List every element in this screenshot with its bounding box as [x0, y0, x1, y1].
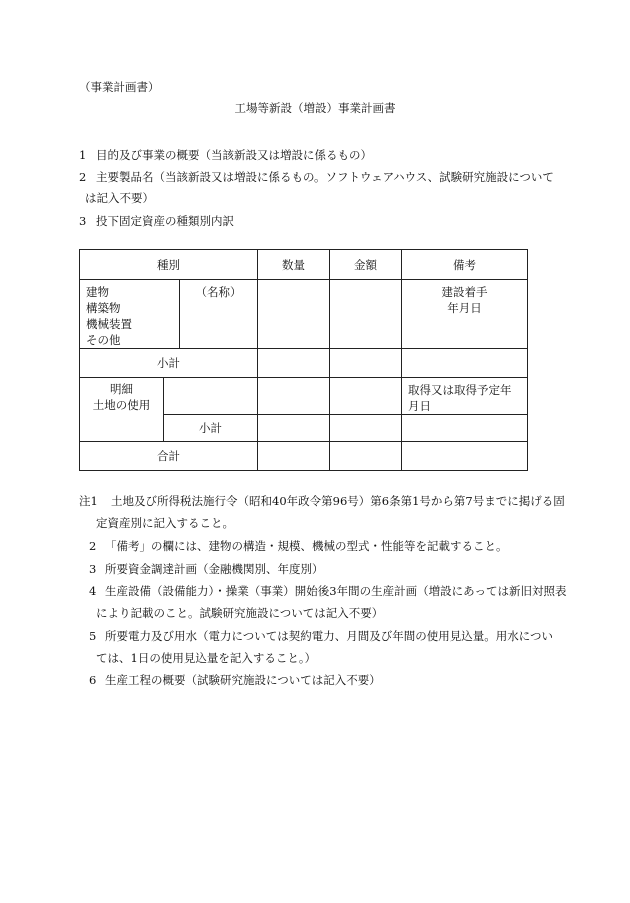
detail-blank-cell: [164, 378, 258, 415]
note-2-text: 「備考」の欄には、建物の構造・規模、機械の型式・性能等を記載すること。: [105, 539, 508, 553]
quantity-cell-subtotal: [258, 349, 330, 378]
section-3-text: 投下固定資産の種類別内訳: [96, 214, 234, 228]
note-3-number: 3: [89, 562, 97, 576]
category-structure: 構築物: [86, 301, 121, 315]
name-label: （名称）: [195, 285, 242, 299]
amount-cell-total: [330, 442, 402, 471]
note-3-text: 所要資金調達計画（金融機関別、年度別）: [105, 562, 324, 576]
quantity-cell-total: [258, 442, 330, 471]
quantity-cell-detail: [258, 378, 330, 415]
fixed-asset-table: [79, 249, 528, 471]
document-title: 工場等新設（増設）事業計画書: [234, 101, 396, 115]
section-3-number: 3: [79, 214, 87, 228]
note-1-number: 注1: [79, 494, 98, 508]
amount-cell-detail: [330, 378, 402, 415]
note-4-number: 4: [89, 584, 97, 598]
detail-label-line1: 明細: [110, 382, 133, 396]
detail-label-line2: 土地の使用: [92, 398, 151, 412]
table-row-subtotal: [80, 349, 528, 378]
amount-cell-subtotal2: [330, 415, 402, 442]
remarks-cell-acquisition: [402, 378, 528, 415]
header-quantity: 数量: [258, 250, 330, 280]
section-2-number: 2: [79, 170, 87, 184]
section-2-text-line2: は記入不要）: [85, 191, 154, 205]
remarks-construction-line2: 年月日: [447, 301, 482, 315]
remarks-cell-subtotal: [402, 349, 528, 378]
table-row-total: [80, 442, 528, 471]
amount-cell-categories: [330, 280, 402, 349]
note-6-text: 生産工程の概要（試験研究施設については記入不要）: [105, 673, 381, 687]
subtotal-label: 小計: [80, 349, 258, 378]
category-building: 建物: [86, 285, 109, 299]
remarks-acquisition-line1: 取得又は取得予定年: [408, 383, 512, 397]
note-4-text-line2: により記載のこと。試験研究施設については記入不要）: [96, 606, 384, 620]
document-label: （事業計画書）: [79, 80, 160, 94]
remarks-acquisition-line2: 月日: [408, 399, 431, 413]
quantity-cell-categories: [258, 280, 330, 349]
remarks-cell-construction: [402, 280, 528, 349]
total-label: 合計: [80, 442, 258, 471]
note-1-text-line1: 土地及び所得税法施行令（昭和40年政令第96号）第6条第1号から第7号までに掲げる固: [111, 494, 565, 508]
header-type: 種別: [80, 250, 258, 280]
category-machinery: 機械装置: [86, 317, 132, 331]
note-5-text-line1: 所要電力及び用水（電力については契約電力、月間及び年間の使用見込量。用水につい: [105, 629, 554, 643]
section-1-text: 目的及び事業の概要（当該新設又は増設に係るもの）: [96, 148, 372, 162]
detail-label-cell: [80, 378, 164, 442]
header-remarks: 備考: [402, 250, 528, 280]
table-header-row: [80, 250, 528, 280]
remarks-cell-total: [402, 442, 528, 471]
table-row-categories: [80, 280, 528, 349]
note-1-text-line2: 定資産別に記入すること。: [96, 516, 234, 530]
note-5-text-line2: ては、1日の使用見込量を記入すること。）: [96, 651, 317, 665]
categories-cell: [80, 280, 180, 349]
note-6-number: 6: [89, 673, 97, 687]
section-2-text-line1: 主要製品名（当該新設又は増設に係るもの。ソフトウェアハウス、試験研究施設について: [96, 170, 554, 184]
note-2-number: 2: [89, 539, 97, 553]
remarks-cell-subtotal2: [402, 415, 528, 442]
quantity-cell-subtotal2: [258, 415, 330, 442]
name-cell: [180, 280, 258, 349]
header-amount: 金額: [330, 250, 402, 280]
note-5-number: 5: [89, 629, 97, 643]
amount-cell-subtotal: [330, 349, 402, 378]
remarks-construction-line1: 建設着手: [441, 285, 488, 299]
note-4-text-line1: 生産設備（設備能力）・操業（事業）開始後3年間の生産計画（増設にあっては新旧対照表: [105, 584, 567, 598]
table-row-detail: [80, 378, 528, 415]
category-other: その他: [86, 333, 121, 347]
section-1-number: 1: [79, 148, 87, 162]
subtotal2-label: 小計: [164, 415, 258, 442]
